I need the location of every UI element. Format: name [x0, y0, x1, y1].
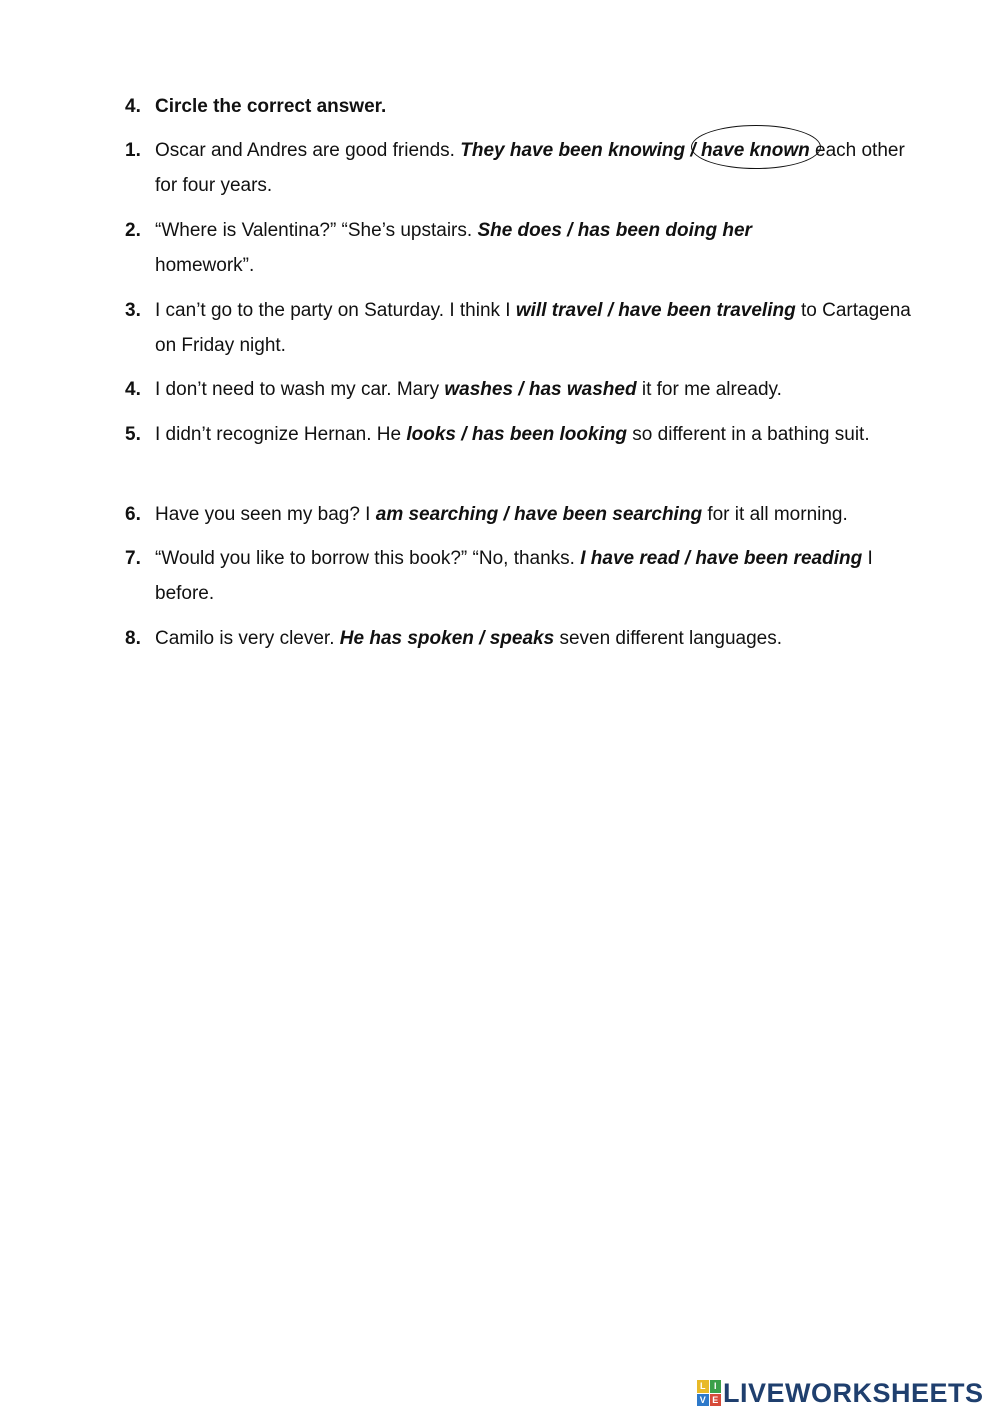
question-text: Have you seen my bag? I am searching / have been searching for it all morning. [155, 504, 848, 525]
question-7 [125, 541, 925, 611]
answer-choices[interactable]: am searching / have been searching [375, 504, 703, 525]
question-number: 3. [125, 300, 141, 321]
logo-mark-icon: L I V E [697, 1380, 721, 1406]
question-number: 6. [125, 504, 141, 525]
question-2 [125, 213, 925, 283]
question-number: 2. [125, 220, 141, 241]
question-text: I didn’t recognize Hernan. He looks / has been looking so different in a bathing suit. [155, 424, 870, 445]
question-6 [125, 497, 925, 532]
question-4 [125, 372, 925, 407]
question-3 [125, 293, 925, 363]
question-number: 1. [125, 140, 141, 161]
answer-option-b[interactable]: have known [700, 140, 810, 161]
answer-choices[interactable]: will travel / have been traveling [515, 300, 796, 321]
question-number: 7. [125, 548, 141, 569]
question-text: Oscar and Andres are good friends. They have been knowing / have known each other for four years. [155, 133, 925, 203]
logo-text: LIVEWORKSHEETS [723, 1377, 984, 1408]
circled-answer[interactable] [701, 133, 810, 168]
answer-choices[interactable]: She does / has been doing her [477, 220, 752, 241]
question-1 [125, 133, 925, 203]
question-text: I can’t go to the party on Saturday. I think I will travel / have been traveling to Cartagena on Friday night. [155, 300, 911, 356]
question-text: Camilo is very clever. He has spoken / speaks seven different languages. [155, 628, 782, 649]
answer-choices[interactable]: I have read / have been reading [580, 548, 863, 569]
question-text: “Would you like to borrow this book?” “No, thanks. I have read / have been reading I before. [155, 548, 873, 604]
exercise-number: 4. [125, 96, 141, 117]
answer-choices[interactable]: washes / has washed [444, 379, 637, 400]
question-number: 8. [125, 628, 141, 649]
exercise-instruction: Circle the correct answer. [155, 96, 387, 117]
liveworksheets-logo [697, 1378, 984, 1408]
question-8 [125, 621, 925, 656]
answer-choices[interactable]: He has spoken / speaks [339, 628, 555, 649]
question-number: 4. [125, 379, 141, 400]
question-number: 5. [125, 424, 141, 445]
answer-option-a[interactable]: They have been knowing [460, 140, 686, 161]
answer-choices[interactable]: looks / has been looking [406, 424, 628, 445]
question-text: I don’t need to wash my car. Mary washes / has washed it for me already. [155, 379, 782, 400]
question-text: “Where is Valentina?” “She’s upstairs. She does / has been doing her homework”. [155, 220, 752, 276]
question-5 [125, 417, 925, 452]
exercise-heading [125, 95, 386, 119]
